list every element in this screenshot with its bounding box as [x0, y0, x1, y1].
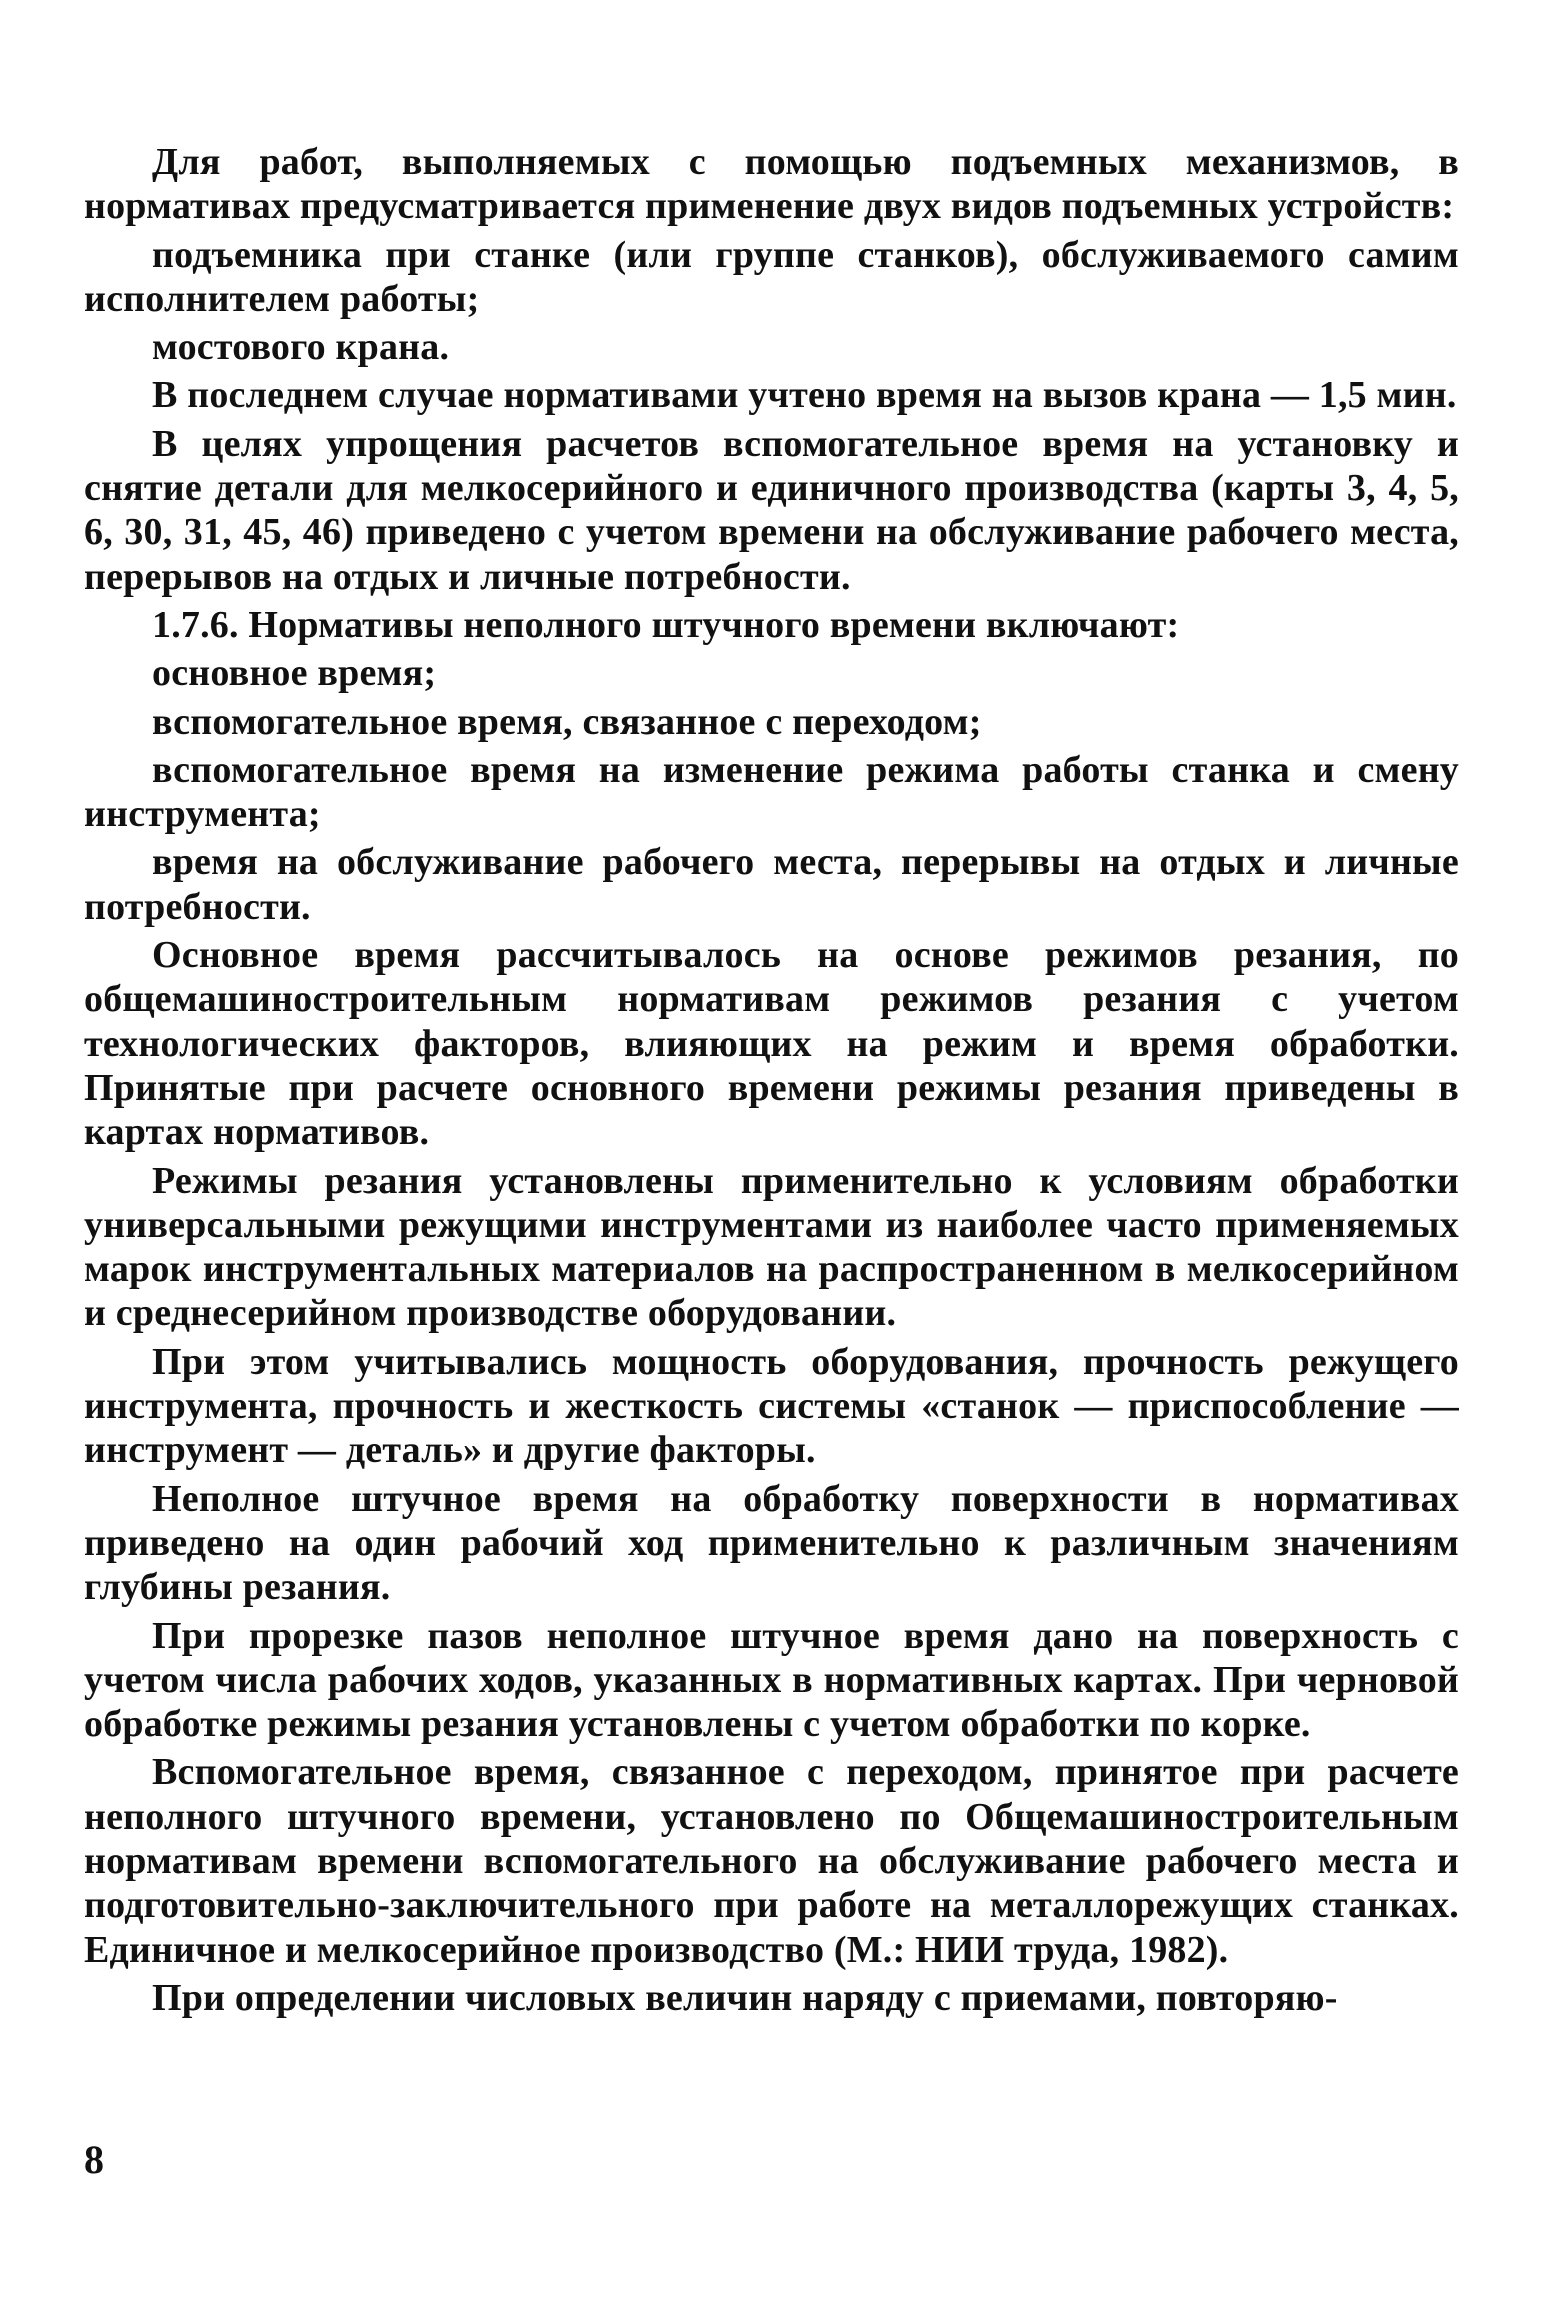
- paragraph-factors: При этом учитывались мощность оборудования, прочность режущего инструмента, прочность и жесткость системы «станок — приспособление — инструмент — деталь» и другие факторы.: [84, 1340, 1459, 1472]
- paragraph-main-time-calculation: Основное время рассчитывалось на основе режимов резания, по общемашиностроительным нормативам режимов резания с учетом технологических факторов, влияющих на режим и время обработки. Принятые при расчете основного времени режимы резания приведены в картах нормативов.: [84, 934, 1459, 1154]
- paragraph-numeric-values: При определении числовых величин наряду с приемами, повторяю-: [152, 1976, 1338, 2019]
- paragraph-auxiliary-standards: Вспомогательное время, связанное с переходом, принятое при расчете неполного штучного времени, установлено по Общемашиностроительным нормативам времени вспомогательного на обслуживание рабочего места и подготовительно-заключительного при работе на металлорежущих станках. Единичное и мелкосерийное производство (М.: НИИ труда, 1982).: [84, 1751, 1459, 1971]
- paragraph-surface-processing: Неполное штучное время на обработку поверхности в нормативах приведено на один рабочий ход применительно к различным значениям глубины резания.: [84, 1477, 1459, 1609]
- paragraph-bridge-crane: мостового крана.: [152, 326, 450, 369]
- page-number: 8: [84, 2137, 104, 2182]
- paragraph-main-time: основное время;: [152, 652, 437, 695]
- body-text: [84, 140, 1459, 2024]
- paragraph-lifting-devices: Для работ, выполняемых с помощью подъемных механизмов, в нормативах предусматривается применение двух видов подъемных устройств:: [84, 141, 1459, 228]
- paragraph-cutting-modes: Режимы резания установлены применительно к условиям обработки универсальными режущими инструментами из наиболее часто применяемых марок инструментальных материалов на распространенном в мелкосерийном и среднесерийном производстве оборудовании.: [84, 1159, 1459, 1335]
- paragraph-simplification: В целях упрощения расчетов вспомогательное время на установку и снятие детали для мелкосерийного и единичного производства (карты 3, 4, 5, 6, 30, 31, 45, 46) приведено с учетом времени на обслуживание рабочего места, перерывов на отдых и личные потребности.: [84, 422, 1459, 598]
- paragraph-section-1-7-6: 1.7.6. Нормативы неполного штучного времени включают:: [152, 603, 1180, 646]
- paragraph-auxiliary-transition: вспомогательное время, связанное с переходом;: [152, 700, 982, 743]
- paragraph-crane-call-time: В последнем случае нормативами учтено время на вызов крана — 1,5 мин.: [152, 374, 1457, 417]
- paragraph-service-time: время на обслуживание рабочего места, перерывы на отдых и личные потребности.: [84, 841, 1459, 928]
- paragraph-machine-lift: подъемника при станке (или группе станков), обслуживаемого самим исполнителем работы;: [84, 233, 1459, 320]
- paragraph-auxiliary-mode-change: вспомогательное время на изменение режима работы станка и смену инструмента;: [84, 748, 1459, 836]
- paragraph-slot-cutting: При прорезке пазов неполное штучное время дано на поверхность с учетом числа рабочих ходов, указанных в нормативных картах. При черновой обработке режимы резания установлены с учетом обработки по корке.: [84, 1614, 1459, 1746]
